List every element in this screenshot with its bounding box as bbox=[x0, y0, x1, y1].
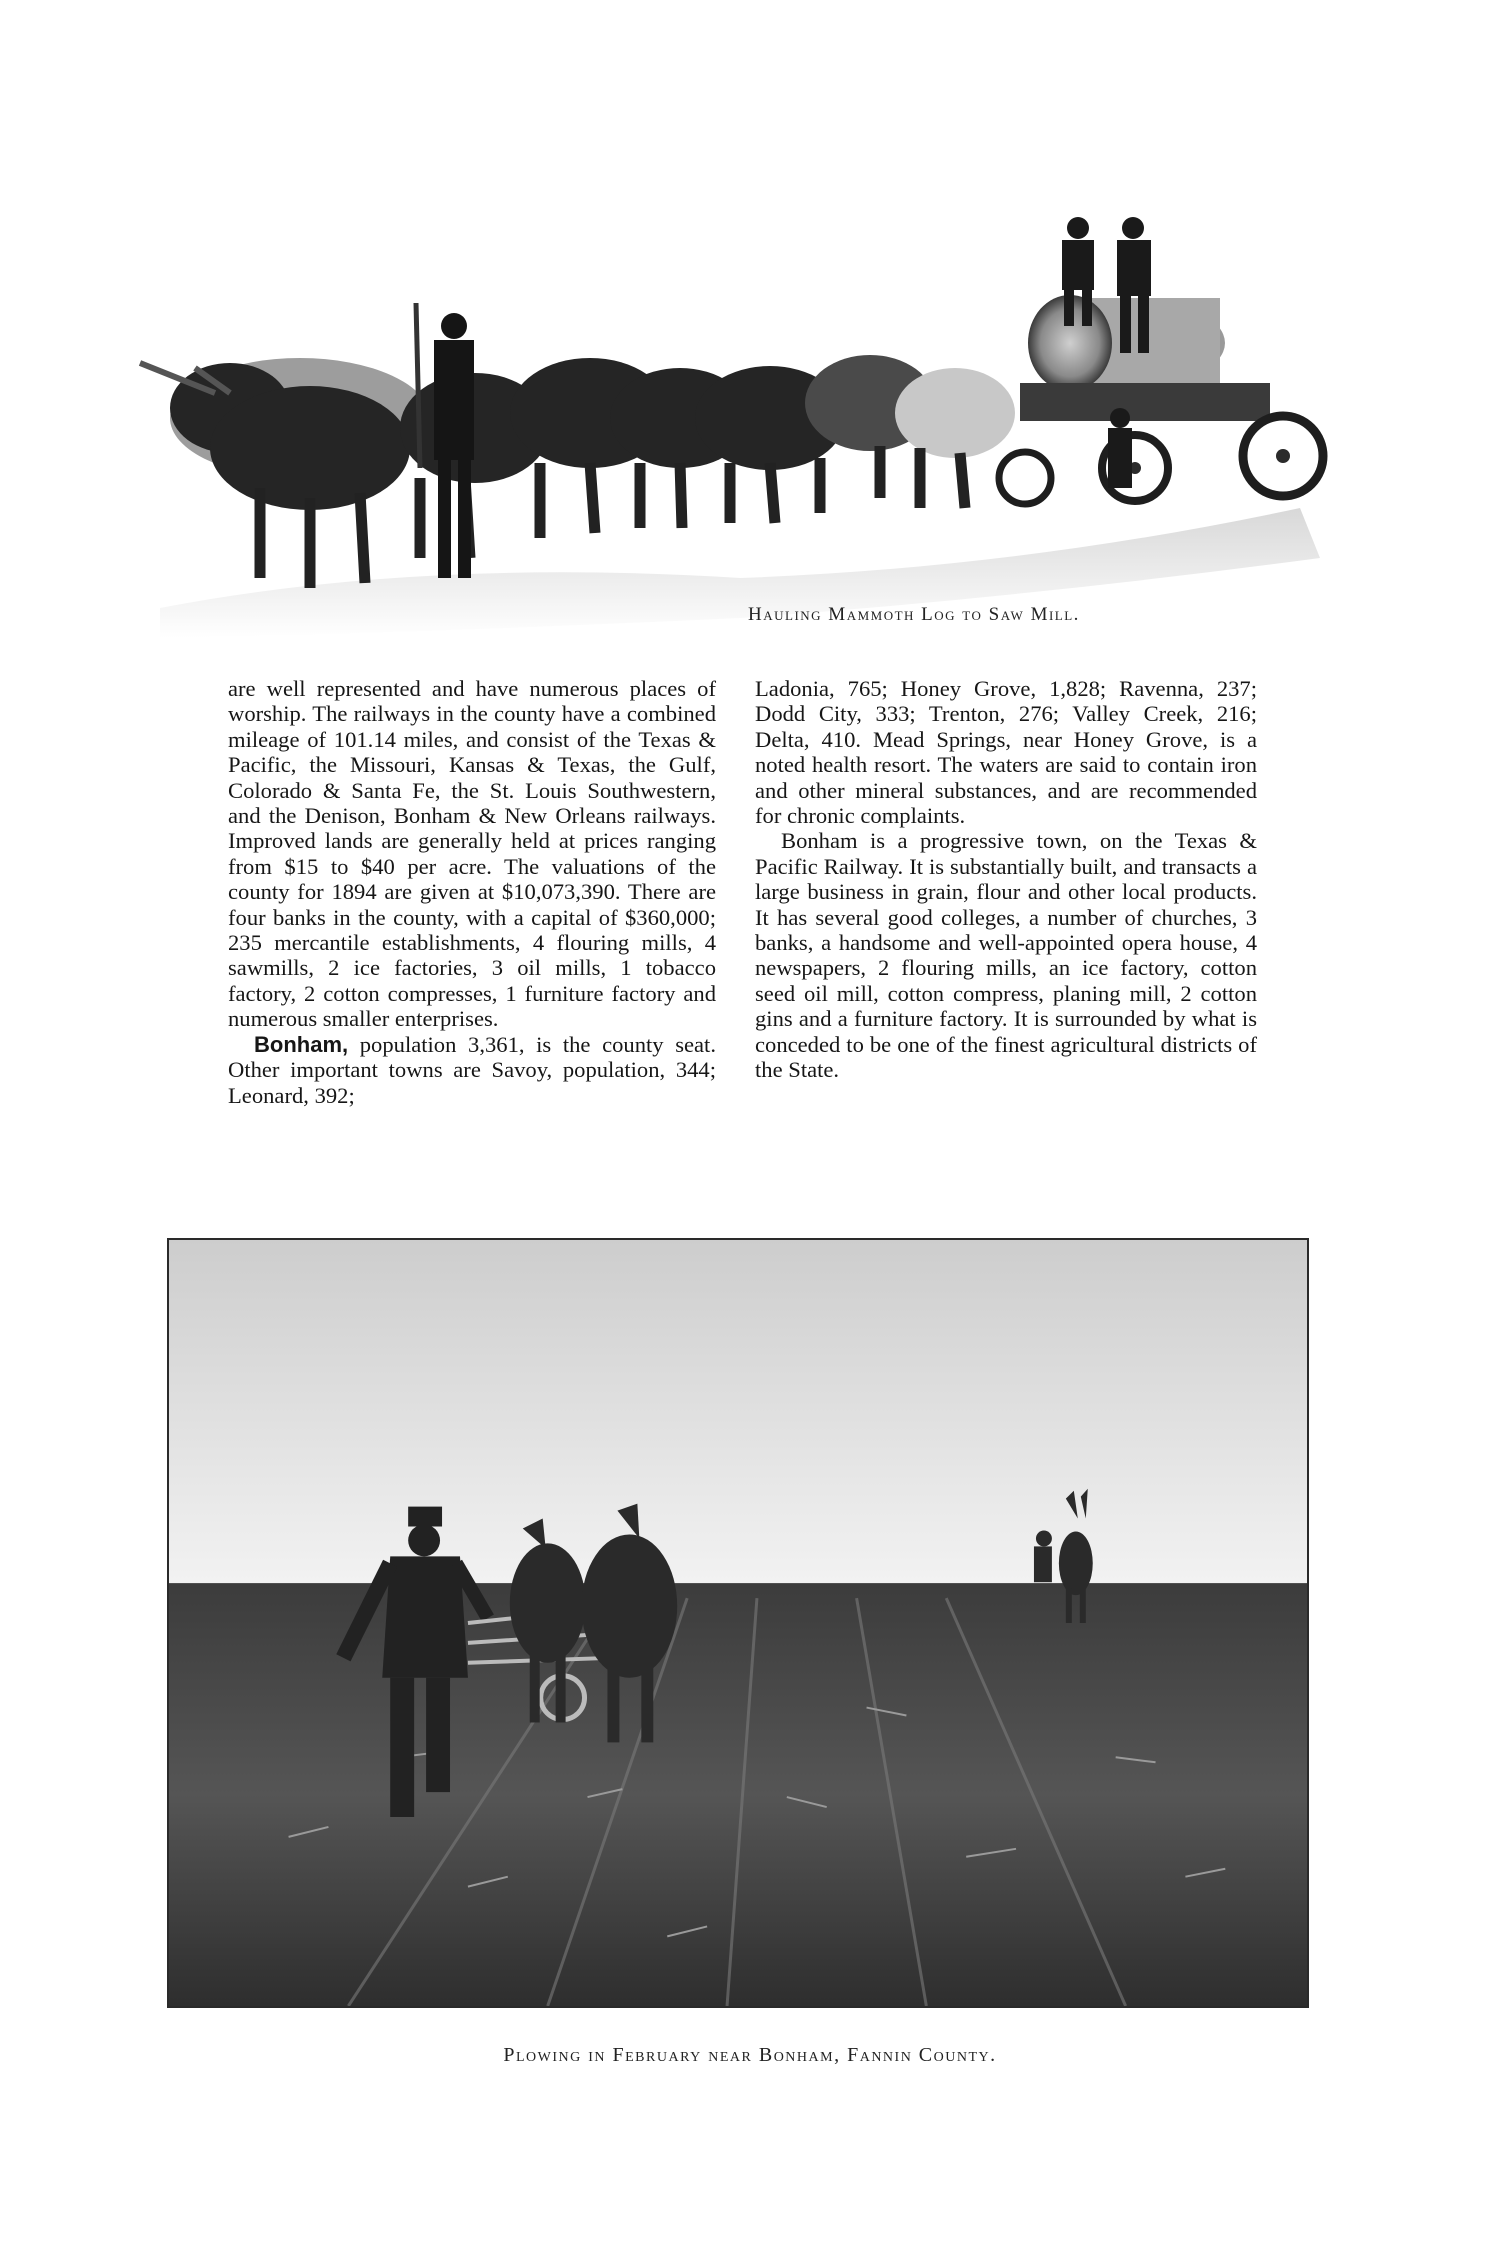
left-paragraph-1: are well represented and have numerous places of worship. The railways in the county have a combined mileage of 101.14 miles, and consist of the Texas & Pacific, the Missouri, Kansas & Texas, the Gulf, Colorado & Santa Fe, the St. Louis Southwestern, and the Denison, Bonham & New Orleans railways. Improved lands are generally held at prices ranging from $15 to $40 per acre. The valuations of the county for 1894 are given at $10,073,390. There are four banks in the county, with a capital of $360,000; 235 mercantile establishments, 4 flouring mills, 4 sawmills, 2 ice factories, 3 oil mills, 1 tobacco factory, 2 cotton compresses, 1 furniture factory and numerous smaller enterprises. bbox=[228, 676, 716, 1032]
plowing-photo bbox=[167, 1238, 1309, 2008]
figure1-caption: Hauling Mammoth Log to Saw Mill. bbox=[748, 604, 1080, 625]
figure2-caption: Plowing in February near Bonham, Fannin County. bbox=[503, 2044, 997, 2066]
ox-team-photo bbox=[120, 178, 1340, 653]
oxen-team bbox=[140, 355, 1015, 588]
right-paragraph-1: Ladonia, 765; Honey Grove, 1,828; Ravenna, 237; Dodd City, 333; Trenton, 276; Valley Creek, 216; Delta, 410. Mead Springs, near Honey Grove, is a noted health resort. The waters are said to contain iron and other mineral substances, and are recommended for chronic complaints. bbox=[755, 676, 1257, 829]
right-paragraph-2: Bonham is a progressive town, on the Texas & Pacific Railway. It is substantially built, and transacts a large business in grain, flour and other local products. It has several good colleges, a number of churches, 3 banks, a handsome and well-appointed opera house, 4 newspapers, 2 flouring mills, an ice factory, cotton seed oil mill, cotton compress, planing mill, 2 cotton gins and a furniture factory. It is surrounded by what is conceded to be one of the finest agricultural districts of the State. bbox=[755, 828, 1257, 1083]
left-text-column bbox=[228, 676, 716, 1108]
bonham-heading: Bonham, bbox=[254, 1031, 349, 1057]
right-text-column bbox=[755, 676, 1257, 1083]
log-wagon bbox=[999, 295, 1323, 504]
left-paragraph-2-text: population 3,361, is the county seat. Other important towns are Savoy, population, 344; Leonard, 392; bbox=[228, 1031, 716, 1108]
left-paragraph-2 bbox=[228, 1032, 716, 1108]
